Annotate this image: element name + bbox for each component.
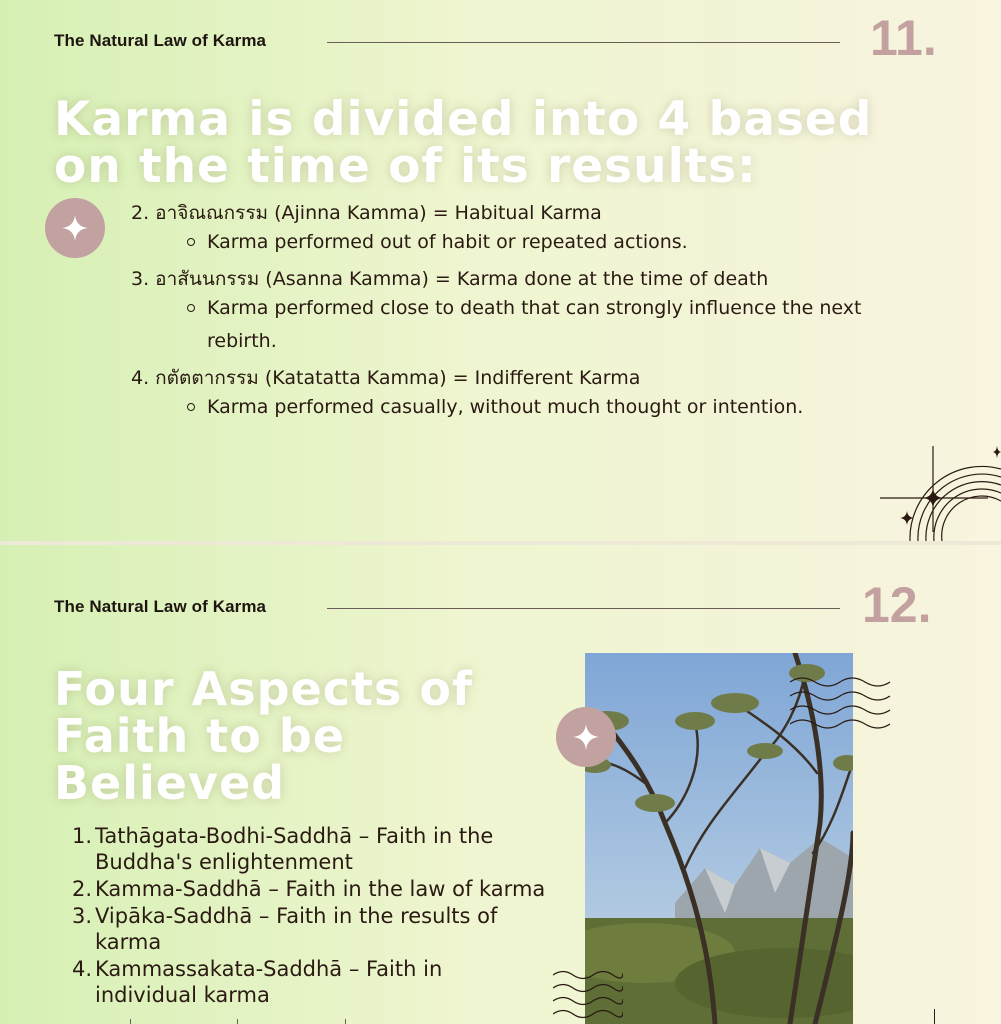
slide-header-title: The Natural Law of Karma <box>54 31 267 50</box>
slide-header-title: The Natural Law of Karma <box>54 597 267 616</box>
sparkle-icon <box>556 707 616 767</box>
header-divider <box>327 608 840 609</box>
bullet-icon <box>187 238 195 246</box>
concentric-arcs-icon <box>900 455 1001 541</box>
list-subitem: rebirth. <box>207 330 277 352</box>
postmark-wave-lines-icon <box>790 670 892 740</box>
tick-mark <box>934 1009 935 1024</box>
list-item <box>70 956 590 983</box>
sparkle-badge <box>45 198 105 258</box>
list-item <box>70 903 590 930</box>
list-item-text: karma <box>95 930 162 954</box>
slide-number: 11. <box>870 10 937 66</box>
list-item-text: individual karma <box>95 983 270 1007</box>
list-item: 2. อาจิณณกรรม (Ajinna Kamma) = Habitual Karma <box>131 202 602 224</box>
list-item: 3. อาสันนกรรม (Asanna Kamma) = Karma done at the time of death <box>131 268 769 290</box>
list-item-text: Kammassakata-Saddhā – Faith in <box>95 957 443 981</box>
list-subitem: Karma performed out of habit or repeated actions. <box>207 231 688 253</box>
postmark-wave-lines-icon <box>553 965 623 1024</box>
header-divider <box>327 42 840 43</box>
list-number: 3. <box>71 904 92 928</box>
list-number: 4. <box>71 957 92 981</box>
slide-title-line: Karma is divided into 4 based <box>54 92 873 147</box>
list-item-text: Buddha's enlightenment <box>95 850 353 874</box>
tick-mark <box>237 1019 238 1024</box>
slide-title-line: Faith to be <box>54 709 346 763</box>
list-item-text: Vipāka-Saddhā – Faith in the results of <box>95 904 498 928</box>
slide-title-line: Believed <box>54 756 286 810</box>
slide-12 <box>0 545 1001 1024</box>
list-item <box>70 823 590 850</box>
list-subitem: Karma performed close to death that can strongly influence the next <box>207 297 862 319</box>
list-number: 1. <box>71 824 92 848</box>
slide-number: 12. <box>862 577 932 633</box>
slide-title-line: on the time of its results: <box>54 139 757 194</box>
sparkle-badge <box>556 707 616 767</box>
list-subitem: Karma performed casually, without much thought or intention. <box>207 396 804 418</box>
bullet-icon <box>187 403 195 411</box>
slide-title <box>54 92 873 194</box>
slide-title-line: Four Aspects of <box>54 662 473 716</box>
list-number: 2. <box>71 877 92 901</box>
tick-mark <box>130 1019 131 1024</box>
list-item-text: Kamma-Saddhā – Faith in the law of karma <box>95 877 546 901</box>
sparkle-icon <box>45 198 105 258</box>
list-item <box>70 876 590 903</box>
slide-title <box>54 662 473 810</box>
list-item: 4. กตัตตากรรม (Katatatta Kamma) = Indifferent Karma <box>131 367 641 389</box>
bullet-icon <box>187 304 195 312</box>
list-item-text: Tathāgata-Bodhi-Saddhā – Faith in the <box>95 824 494 848</box>
tick-mark <box>345 1019 346 1024</box>
